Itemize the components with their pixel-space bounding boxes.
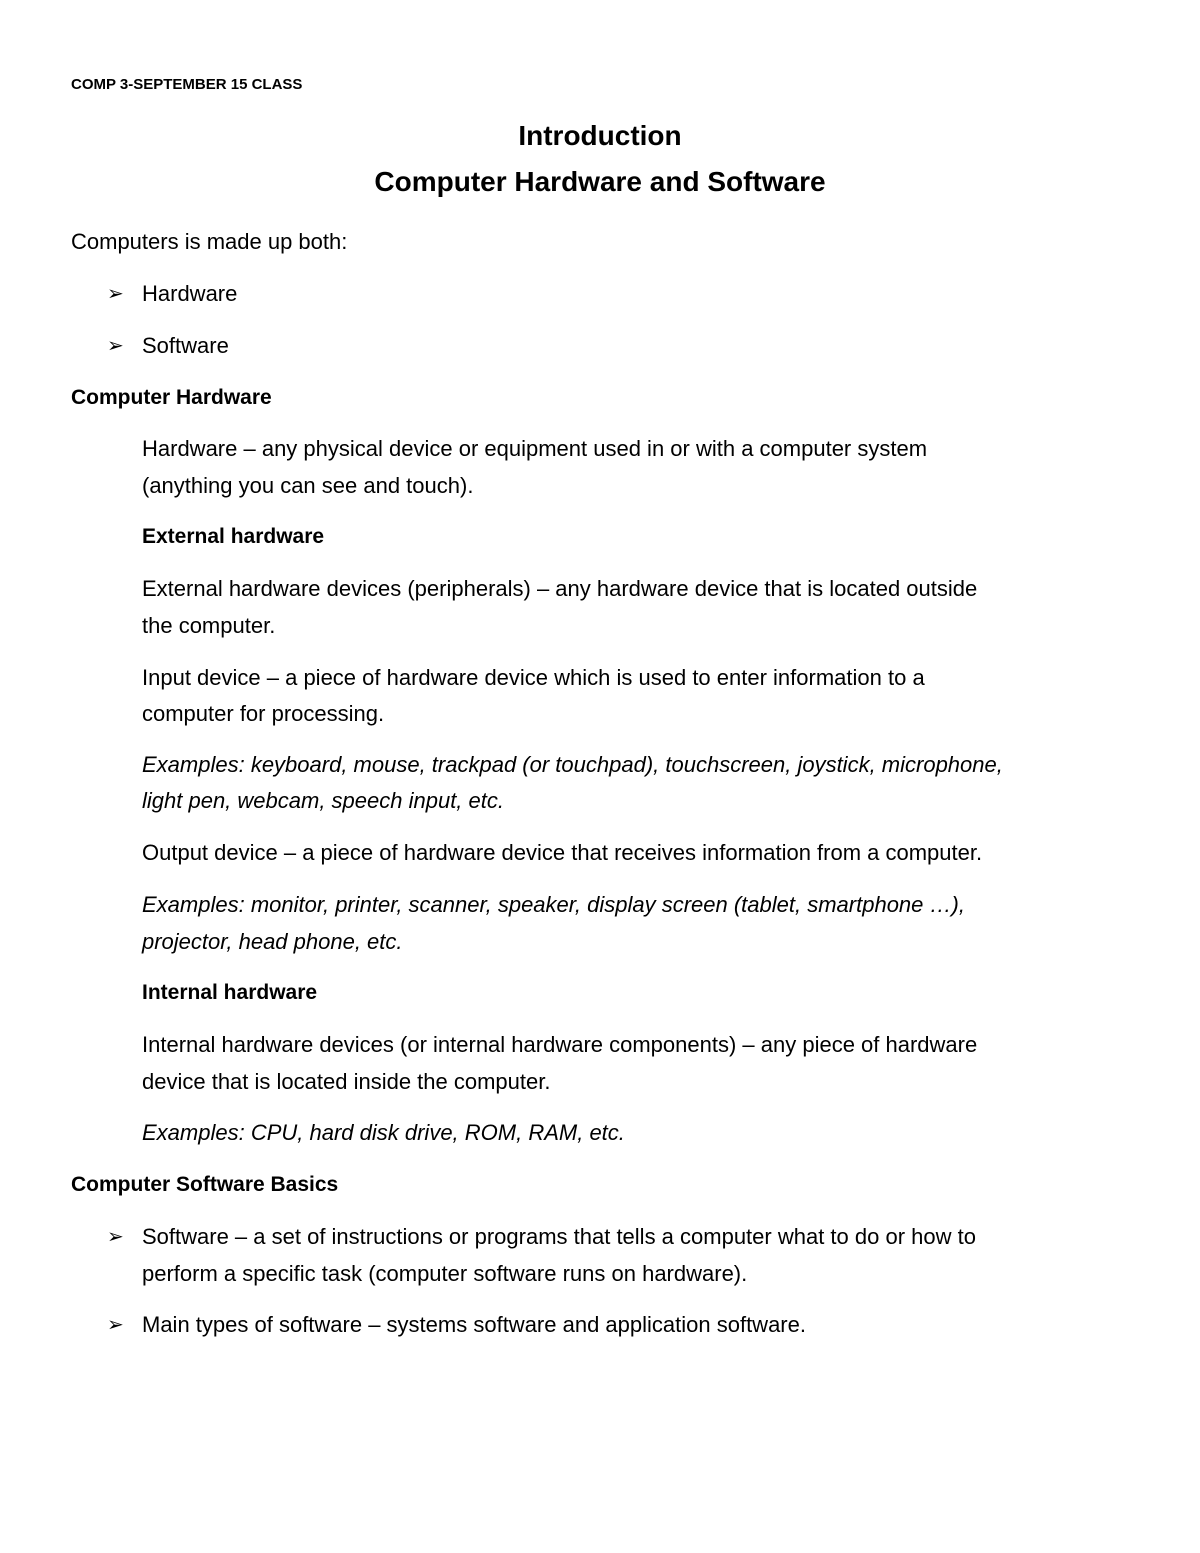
section-heading-software: Computer Software Basics xyxy=(71,1173,339,1196)
internal-definition-line1: Internal hardware devices (or internal hardware components) – any piece of hardware xyxy=(142,1032,978,1057)
bullet-label: Hardware xyxy=(142,281,238,306)
arrow-bullet-icon: ➢ xyxy=(107,283,124,305)
bullet-label: Software xyxy=(142,333,229,358)
arrow-bullet-icon: ➢ xyxy=(107,1314,124,1336)
software-bullet-definition-line2: perform a specific task (computer software runs on hardware). xyxy=(142,1261,748,1286)
hardware-definition-line2: (anything you can see and touch). xyxy=(142,473,474,498)
subheading-internal-hardware: Internal hardware xyxy=(142,981,318,1004)
input-device-line2: computer for processing. xyxy=(142,701,385,726)
bullet-text: Main types of software – systems software and application software. xyxy=(142,1312,806,1337)
input-examples-line1: Examples: keyboard, mouse, trackpad (or touchpad), touchscreen, joystick, microphone, xyxy=(142,752,1003,777)
internal-definition-line2: device that is located inside the computer. xyxy=(142,1069,551,1094)
internal-examples: Examples: CPU, hard disk drive, ROM, RAM, etc. xyxy=(142,1120,625,1145)
intro-text: Computers is made up both: xyxy=(71,229,348,254)
section-heading-hardware: Computer Hardware xyxy=(71,386,272,409)
input-examples-line2: light pen, webcam, speech input, etc. xyxy=(142,788,504,813)
output-device-line1: Output device – a piece of hardware device that receives information from a computer. xyxy=(142,840,983,865)
external-definition-line2: the computer. xyxy=(142,613,276,638)
hardware-definition-line1: Hardware – any physical device or equipment used in or with a computer system xyxy=(142,436,928,461)
input-device-line1: Input device – a piece of hardware device which is used to enter information to a xyxy=(142,665,925,690)
external-definition-line1: External hardware devices (peripherals) – any hardware device that is located outside xyxy=(142,576,978,601)
output-examples-line2: projector, head phone, etc. xyxy=(142,929,403,954)
bullet-text-line1: Software – a set of instructions or programs that tells a computer what to do or how to xyxy=(142,1224,976,1249)
document-title: Introduction xyxy=(518,120,682,151)
arrow-bullet-icon: ➢ xyxy=(107,335,124,357)
output-examples-line1: Examples: monitor, printer, scanner, speaker, display screen (tablet, smartphone …), xyxy=(142,892,965,917)
arrow-bullet-icon: ➢ xyxy=(107,1226,124,1248)
subheading-external-hardware: External hardware xyxy=(142,525,325,548)
document-header: COMP 3-SEPTEMBER 15 CLASS xyxy=(71,76,303,93)
document-subtitle: Computer Hardware and Software xyxy=(374,166,826,197)
